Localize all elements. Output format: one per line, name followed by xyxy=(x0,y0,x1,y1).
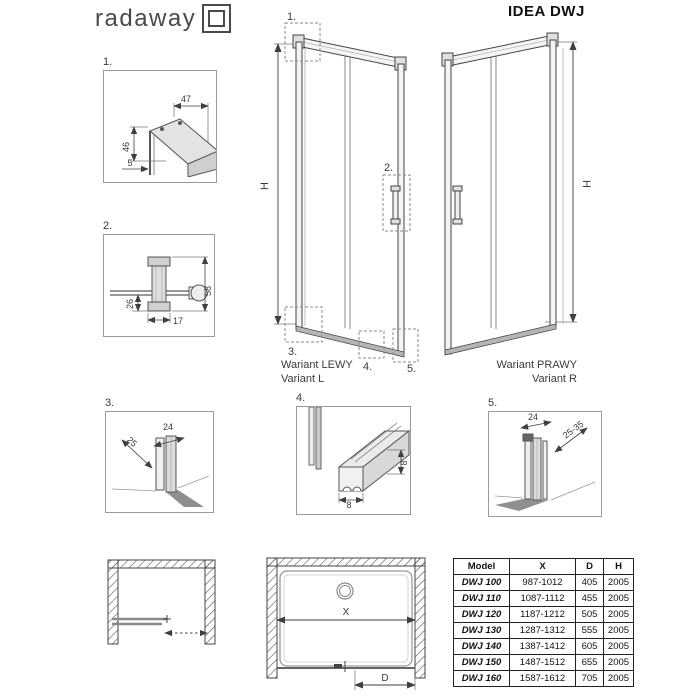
detail-1-label: 1. xyxy=(103,56,113,68)
detail-3-label: 3. xyxy=(105,397,115,409)
spec-table xyxy=(453,558,634,687)
value-cell: 1587-1612 xyxy=(510,671,576,687)
detail-2-dim-bottom: 17 xyxy=(172,316,184,326)
detail-2-dim-right: 58 xyxy=(203,285,213,297)
spec-table-header-cell: H xyxy=(604,559,634,575)
callout-4-label: 4. xyxy=(363,361,373,373)
detail-1-dim-top: 47 xyxy=(180,94,192,104)
value-cell: 505 xyxy=(576,607,604,623)
value-cell: 1287-1312 xyxy=(510,623,576,639)
value-cell: 455 xyxy=(576,591,604,607)
value-cell: 705 xyxy=(576,671,604,687)
door-right-variant-pl: Wariant PRAWY xyxy=(496,359,577,371)
brand-logo-square-icon xyxy=(202,4,231,33)
value-cell: 2005 xyxy=(604,575,634,591)
detail-4-dim-bottom: 8 xyxy=(346,500,352,509)
callout-2-label: 2. xyxy=(384,162,394,174)
detail-1-dim-bottom: 5 xyxy=(127,158,133,168)
detail-2-box xyxy=(103,234,215,337)
spec-table-header-cell: D xyxy=(576,559,604,575)
spec-table-header-cell: Model xyxy=(454,559,510,575)
detail-3-box xyxy=(105,411,214,513)
value-cell: 987-1012 xyxy=(510,575,576,591)
model-cell: DWJ 120 xyxy=(454,607,510,623)
detail-1 xyxy=(103,56,217,183)
model-cell: DWJ 110 xyxy=(454,591,510,607)
detail-4-box xyxy=(296,406,411,515)
value-cell: 1487-1512 xyxy=(510,655,576,671)
callout-1-label: 1. xyxy=(287,11,297,23)
spec-table-header-row xyxy=(454,559,634,575)
door-left-height-label: H xyxy=(259,182,271,190)
detail-3-drawing xyxy=(106,412,213,507)
spec-table-row xyxy=(454,575,634,591)
spec-table-row xyxy=(454,671,634,687)
detail-3-dim-diagonal: 25 xyxy=(124,434,140,449)
model-cell: DWJ 100 xyxy=(454,575,510,591)
value-cell: 2005 xyxy=(604,591,634,607)
detail-5-box xyxy=(488,411,602,517)
detail-1-drawing xyxy=(104,71,216,177)
detail-4-label: 4. xyxy=(296,392,306,404)
detail-5-drawing xyxy=(489,412,601,511)
wall-left xyxy=(108,560,118,644)
door-handle-mark xyxy=(334,664,342,668)
wall-right xyxy=(415,558,425,678)
value-cell: 655 xyxy=(576,655,604,671)
plan-schematic-drawing xyxy=(85,552,240,697)
d-dimension-label: D xyxy=(381,673,389,684)
value-cell: 605 xyxy=(576,639,604,655)
wall-top xyxy=(108,560,215,568)
detail-1-dim-left: 46 xyxy=(121,141,131,153)
door-left-variant-en: Variant L xyxy=(281,373,325,385)
wall-top xyxy=(267,558,425,566)
detail-4-dim-right: 8 xyxy=(399,460,409,466)
value-cell: 1387-1412 xyxy=(510,639,576,655)
value-cell: 555 xyxy=(576,623,604,639)
spec-table-row xyxy=(454,623,634,639)
callout-3-label: 3. xyxy=(288,346,298,358)
detail-4 xyxy=(296,392,411,515)
door-left-variant-drawing xyxy=(258,8,428,403)
value-cell: 1087-1112 xyxy=(510,591,576,607)
value-cell: 2005 xyxy=(604,671,634,687)
detail-3-dim-top: 24 xyxy=(162,422,174,432)
detail-5-label: 5. xyxy=(488,397,498,409)
door-right-variant-en: Variant R xyxy=(531,373,577,385)
detail-2-drawing xyxy=(104,235,214,331)
value-cell: 2005 xyxy=(604,607,634,623)
page-title: IDEA DWJ xyxy=(508,3,585,20)
model-cell: DWJ 150 xyxy=(454,655,510,671)
x-dimension-label: X xyxy=(342,607,350,618)
spec-table-row xyxy=(454,591,634,607)
value-cell: 2005 xyxy=(604,655,634,671)
detail-2-dim-left: 26 xyxy=(125,298,135,310)
model-cell: DWJ 140 xyxy=(454,639,510,655)
value-cell: 2005 xyxy=(604,623,634,639)
detail-5-dim-diagonal: 25-35 xyxy=(560,418,586,441)
detail-2 xyxy=(103,220,215,337)
door-right-variant-drawing xyxy=(425,8,595,403)
door-right-height-label: H xyxy=(580,180,592,188)
brand-logo xyxy=(95,4,231,33)
detail-3 xyxy=(105,397,214,513)
detail-5-dim-top: 24 xyxy=(527,412,539,422)
spec-table-row xyxy=(454,607,634,623)
door-left-variant-pl: Wariant LEWY xyxy=(281,359,353,371)
model-cell: DWJ 160 xyxy=(454,671,510,687)
value-cell: 2005 xyxy=(604,639,634,655)
callout-5-label: 5. xyxy=(407,363,417,375)
spec-table-body xyxy=(454,575,634,687)
spec-table-row xyxy=(454,639,634,655)
model-cell: DWJ 130 xyxy=(454,623,510,639)
wall-right xyxy=(205,560,215,644)
spec-table-row xyxy=(454,655,634,671)
wall-left xyxy=(267,558,277,678)
value-cell: 1187-1212 xyxy=(510,607,576,623)
spec-table-header-cell: X xyxy=(510,559,576,575)
detail-2-label: 2. xyxy=(103,220,113,232)
detail-5 xyxy=(488,397,602,517)
brand-logo-text: radaway xyxy=(95,4,197,32)
value-cell: 405 xyxy=(576,575,604,591)
detail-1-box xyxy=(103,70,217,183)
tray-plan-drawing xyxy=(248,552,433,697)
detail-4-drawing xyxy=(297,407,410,509)
